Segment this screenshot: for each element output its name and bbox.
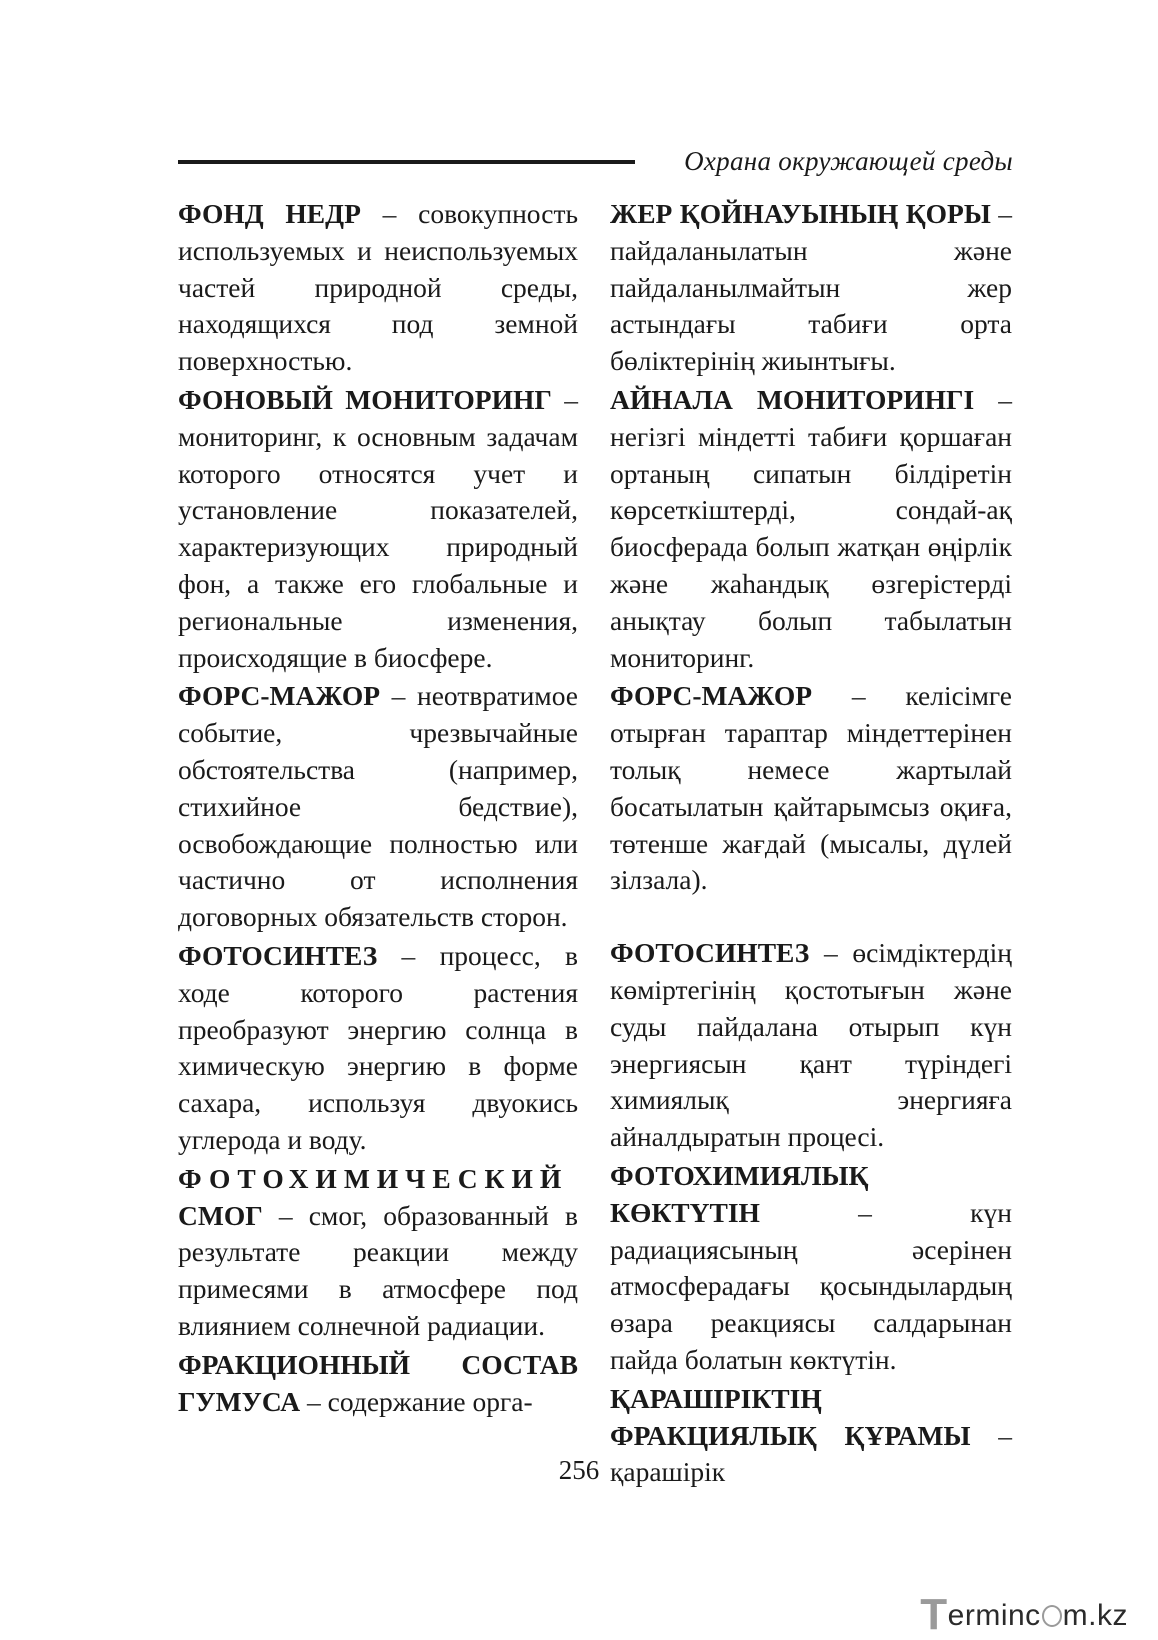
entry-fors-mazhor-kz: [610, 678, 1012, 899]
entry-definition: – күн радиациясының әсерінен атмосферадағы қосындылардың өзара реакциясы салдарынан пайда болатын көктүтін.: [610, 1196, 1012, 1375]
entry-term: ФОТОСИНТЕЗ: [178, 939, 378, 971]
entry-term: ФОРС-МАЖОР: [610, 680, 813, 712]
entry-term: ФОРС-МАЖОР: [178, 680, 381, 712]
entry-term: ҚАРАШІРІКТІҢ ФРАКЦИЯЛЫҚ ҚҰРАМЫ: [610, 1382, 971, 1451]
entry-term: АЙНАЛА МОНИТОРИНГІ: [610, 383, 975, 415]
entry-definition: – смог, образованный в результате реакции между примесями в атмосфере под влиянием солнечной радиации.: [178, 1199, 578, 1341]
entry-fond-nedr: [178, 196, 578, 380]
entry-fotosintez: [178, 938, 578, 1159]
entry-fotokhimicheskii-smog: [178, 1161, 578, 1345]
entry-fors-mazhor: [178, 678, 578, 936]
entry-term: СМОГ: [178, 1199, 263, 1231]
watermark-letter: T: [920, 1590, 948, 1639]
entry-term: ФОНОВЫЙ МОНИТОРИНГ: [178, 383, 552, 415]
entry-definition: – мониторинг, к основным задачам которого относятся учет и установление показателей, характеризующих природный фон, а также его глобальные и региональные изменения, происходящие в биосфере.: [178, 383, 578, 673]
entry-term: ЖЕР ҚОЙНАУЫНЫҢ ҚОРЫ: [610, 198, 991, 229]
entry-fonovyi-monitoring: [178, 382, 578, 676]
entry-definition: – қарашірік: [610, 1419, 1012, 1488]
entry-definition: – өсімдіктердің көміртегінің қостотығын және суды пайдалана отырып күн энергиясын қант түріндегі химиялық энергияға айналдыратын процесі.: [610, 937, 1012, 1153]
entry-fotosintez-kz: [610, 935, 1012, 1156]
watermark-text: erminc: [947, 1599, 1041, 1632]
entry-term: ФОТОХИМИЯЛЫҚ КӨКТҮТІН: [610, 1159, 869, 1228]
entry-fotokhimiyalyq-koktutin: [610, 1158, 1012, 1379]
right-column-kazakh: [610, 196, 1012, 1493]
entry-ainala-monitoringi: [610, 382, 1012, 676]
left-column-russian: [178, 196, 578, 1422]
entry-definition: – негізгі міндетті табиғи қоршаған ортаның сипатын білдіретін көрсеткіштерді, сондай-ақ биосферада болып жатқан өңірлік және жаһандық өзгерістерді анықтау болып табылатын мониторинг.: [610, 383, 1012, 673]
terminkom-watermark-logo: [920, 1590, 1128, 1640]
entry-term: ФОТОСИНТЕЗ: [610, 937, 810, 969]
entry-definition: – неотвратимое событие, чрезвычайные обстоятельства (например, стихийное бедствие), освобождающие полностью или частично от исполнения договорных обязательств сторон.: [178, 680, 578, 933]
watermark-o-icon: [1042, 1605, 1062, 1627]
entry-definition: – совокупность используемых и неиспользуемых частей природной среды, находящихся под земной поверхностью.: [178, 198, 579, 377]
watermark-domain: m.kz: [1062, 1599, 1128, 1632]
entry-term: ФОНД НЕДР: [178, 198, 361, 229]
entry-term-spaced: ФОТОХИМИЧЕСКИЙ: [178, 1162, 569, 1194]
entry-definition: – келісімге отырған тараптар міндеттерінен толық немесе жартылай босатылатын қайтарымсыз оқиға, төтенше жағдай (мысалы, дүлей зілзала).: [610, 680, 1012, 896]
entry-fraktsionnyi-sostav: [178, 1347, 578, 1421]
running-header-title: Охрана окружающей среды: [684, 146, 1013, 176]
header-rule: [178, 160, 635, 164]
entry-zher-qoinauy: [610, 196, 1012, 380]
entry-definition: – процесс, в ходе которого растения преобразуют энергию солнца в химическую энергию в форме сахара, используя двуокись углерода и воду.: [178, 939, 578, 1155]
entry-term: ФРАКЦИОННЫЙ СОСТАВ ГУМУСА: [178, 1348, 578, 1417]
entry-definition: – содержание орга-: [300, 1385, 533, 1417]
entry-definition: – пайдаланылатын және пайдаланылмайтын жер астындағы табиғи орта бөліктерінің жиынтығы.: [610, 198, 1012, 377]
page-number: 256: [558, 1455, 600, 1485]
